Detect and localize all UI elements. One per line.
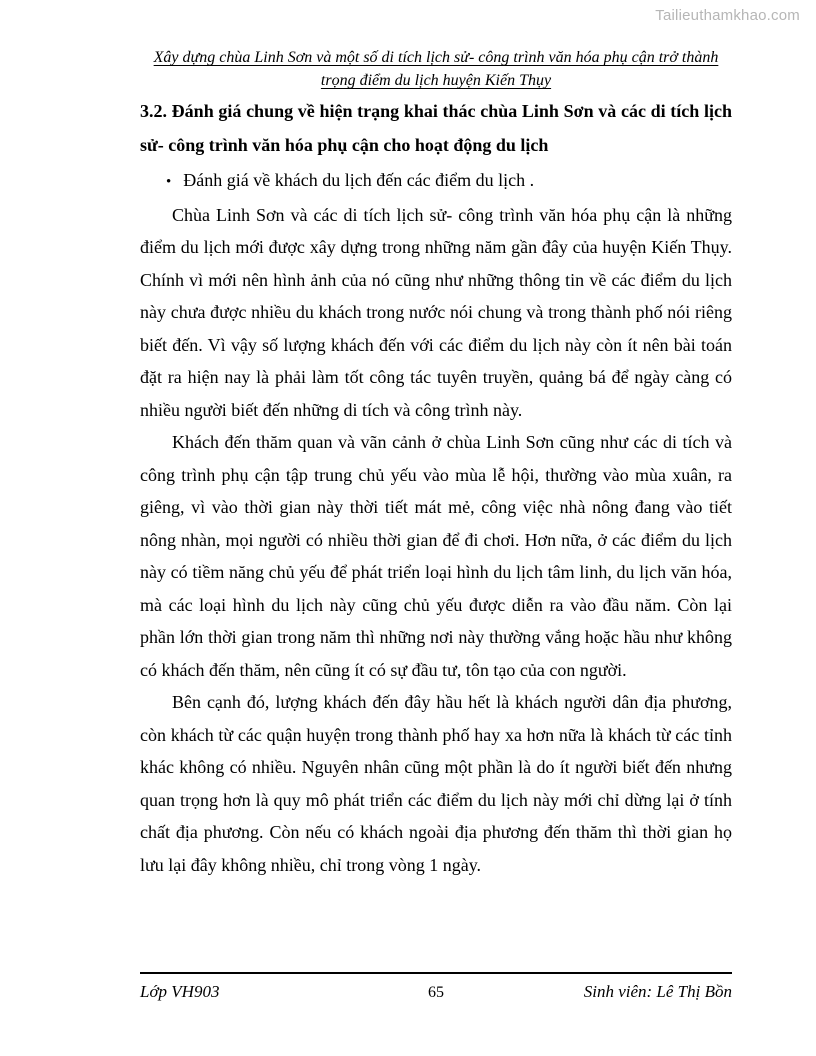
footer-student-label: Sinh viên: Lê Thị Bồn <box>583 982 732 1001</box>
page-number: 65 <box>428 984 444 1001</box>
document-body <box>140 94 732 881</box>
bullet-list-item <box>140 164 732 199</box>
paragraph: Chùa Linh Sơn và các di tích lịch sử- công trình văn hóa phụ cận là những điểm du lịch mới được xây dựng trong những năm gần đây của huyện Kiến Thụy. Chính vì mới nên hình ảnh của nó cũng như những thông tin về các điểm du lịch này chưa được nhiều du khách trong nước nói chung và trong thành phố nói riêng biết đến. Vì vậy số lượng khách đến với các điểm du lịch này còn ít nên bài toán đặt ra hiện nay là phải làm tốt công tác tuyên truyền, quảng bá để ngày càng có nhiều người biết đến những di tích và công trình này. <box>140 204 732 420</box>
bullet-item-label: Đánh giá về khách du lịch đến các điểm du lịch . <box>183 170 535 190</box>
page-footer <box>140 972 732 1002</box>
bullet-icon: • <box>166 174 172 190</box>
paragraph: Bên cạnh đó, lượng khách đến đây hầu hết là khách người dân địa phương, còn khách từ các quận huyện trong thành phố hay xa hơn nữa là khách từ các tỉnh khác không có nhiều. Nguyên nhân cũng một phần là do ít người biết đến nhưng quan trọng hơn là quy mô phát triển các điểm du lịch này mới chỉ dừng lại ở tính chất địa phương. Còn nếu có khách ngoài địa phương đến thăm thì thời gian họ lưu lại đây không nhiều, chỉ trong vòng 1 ngày. <box>140 692 732 875</box>
paragraph: Khách đến thăm quan và vãn cảnh ở chùa Linh Sơn cũng như các di tích và công trình phụ cận tập trung chủ yếu vào mùa lễ hội, thường vào mùa xuân, ra giêng, vì vào thời gian này thời tiết mát mẻ, công việc nhà nông đang vào tiết nông nhàn, mọi người có nhiều thời gian để đi chơi. Hơn nữa, ở các điểm du lịch này có tiềm năng chủ yếu để phát triển loại hình du lịch tâm linh, du lịch văn hóa, mà các loại hình du lịch này cũng chủ yếu được diễn ra vào đầu năm. Còn lại phần lớn thời gian trong năm thì những nơi này thường vắng hoặc hầu như không có khách đến thăm, nên cũng ít có sự đầu tư, tôn tạo của con người. <box>140 432 732 680</box>
footer-class-label: Lớp VH903 <box>140 982 220 1001</box>
section-heading: 3.2. Đánh giá chung về hiện trạng khai thác chùa Linh Sơn và các di tích lịch sử- công trình văn hóa phụ cận cho hoạt động du lịch <box>140 101 732 155</box>
document-header-title: Xây dựng chùa Linh Sơn và một số di tích lịch sử- công trình văn hóa phụ cận trở thành trọng điểm du lịch huyện Kiến Thụy <box>153 49 719 89</box>
watermark-text: Tailieuthamkhao.com <box>655 7 800 24</box>
